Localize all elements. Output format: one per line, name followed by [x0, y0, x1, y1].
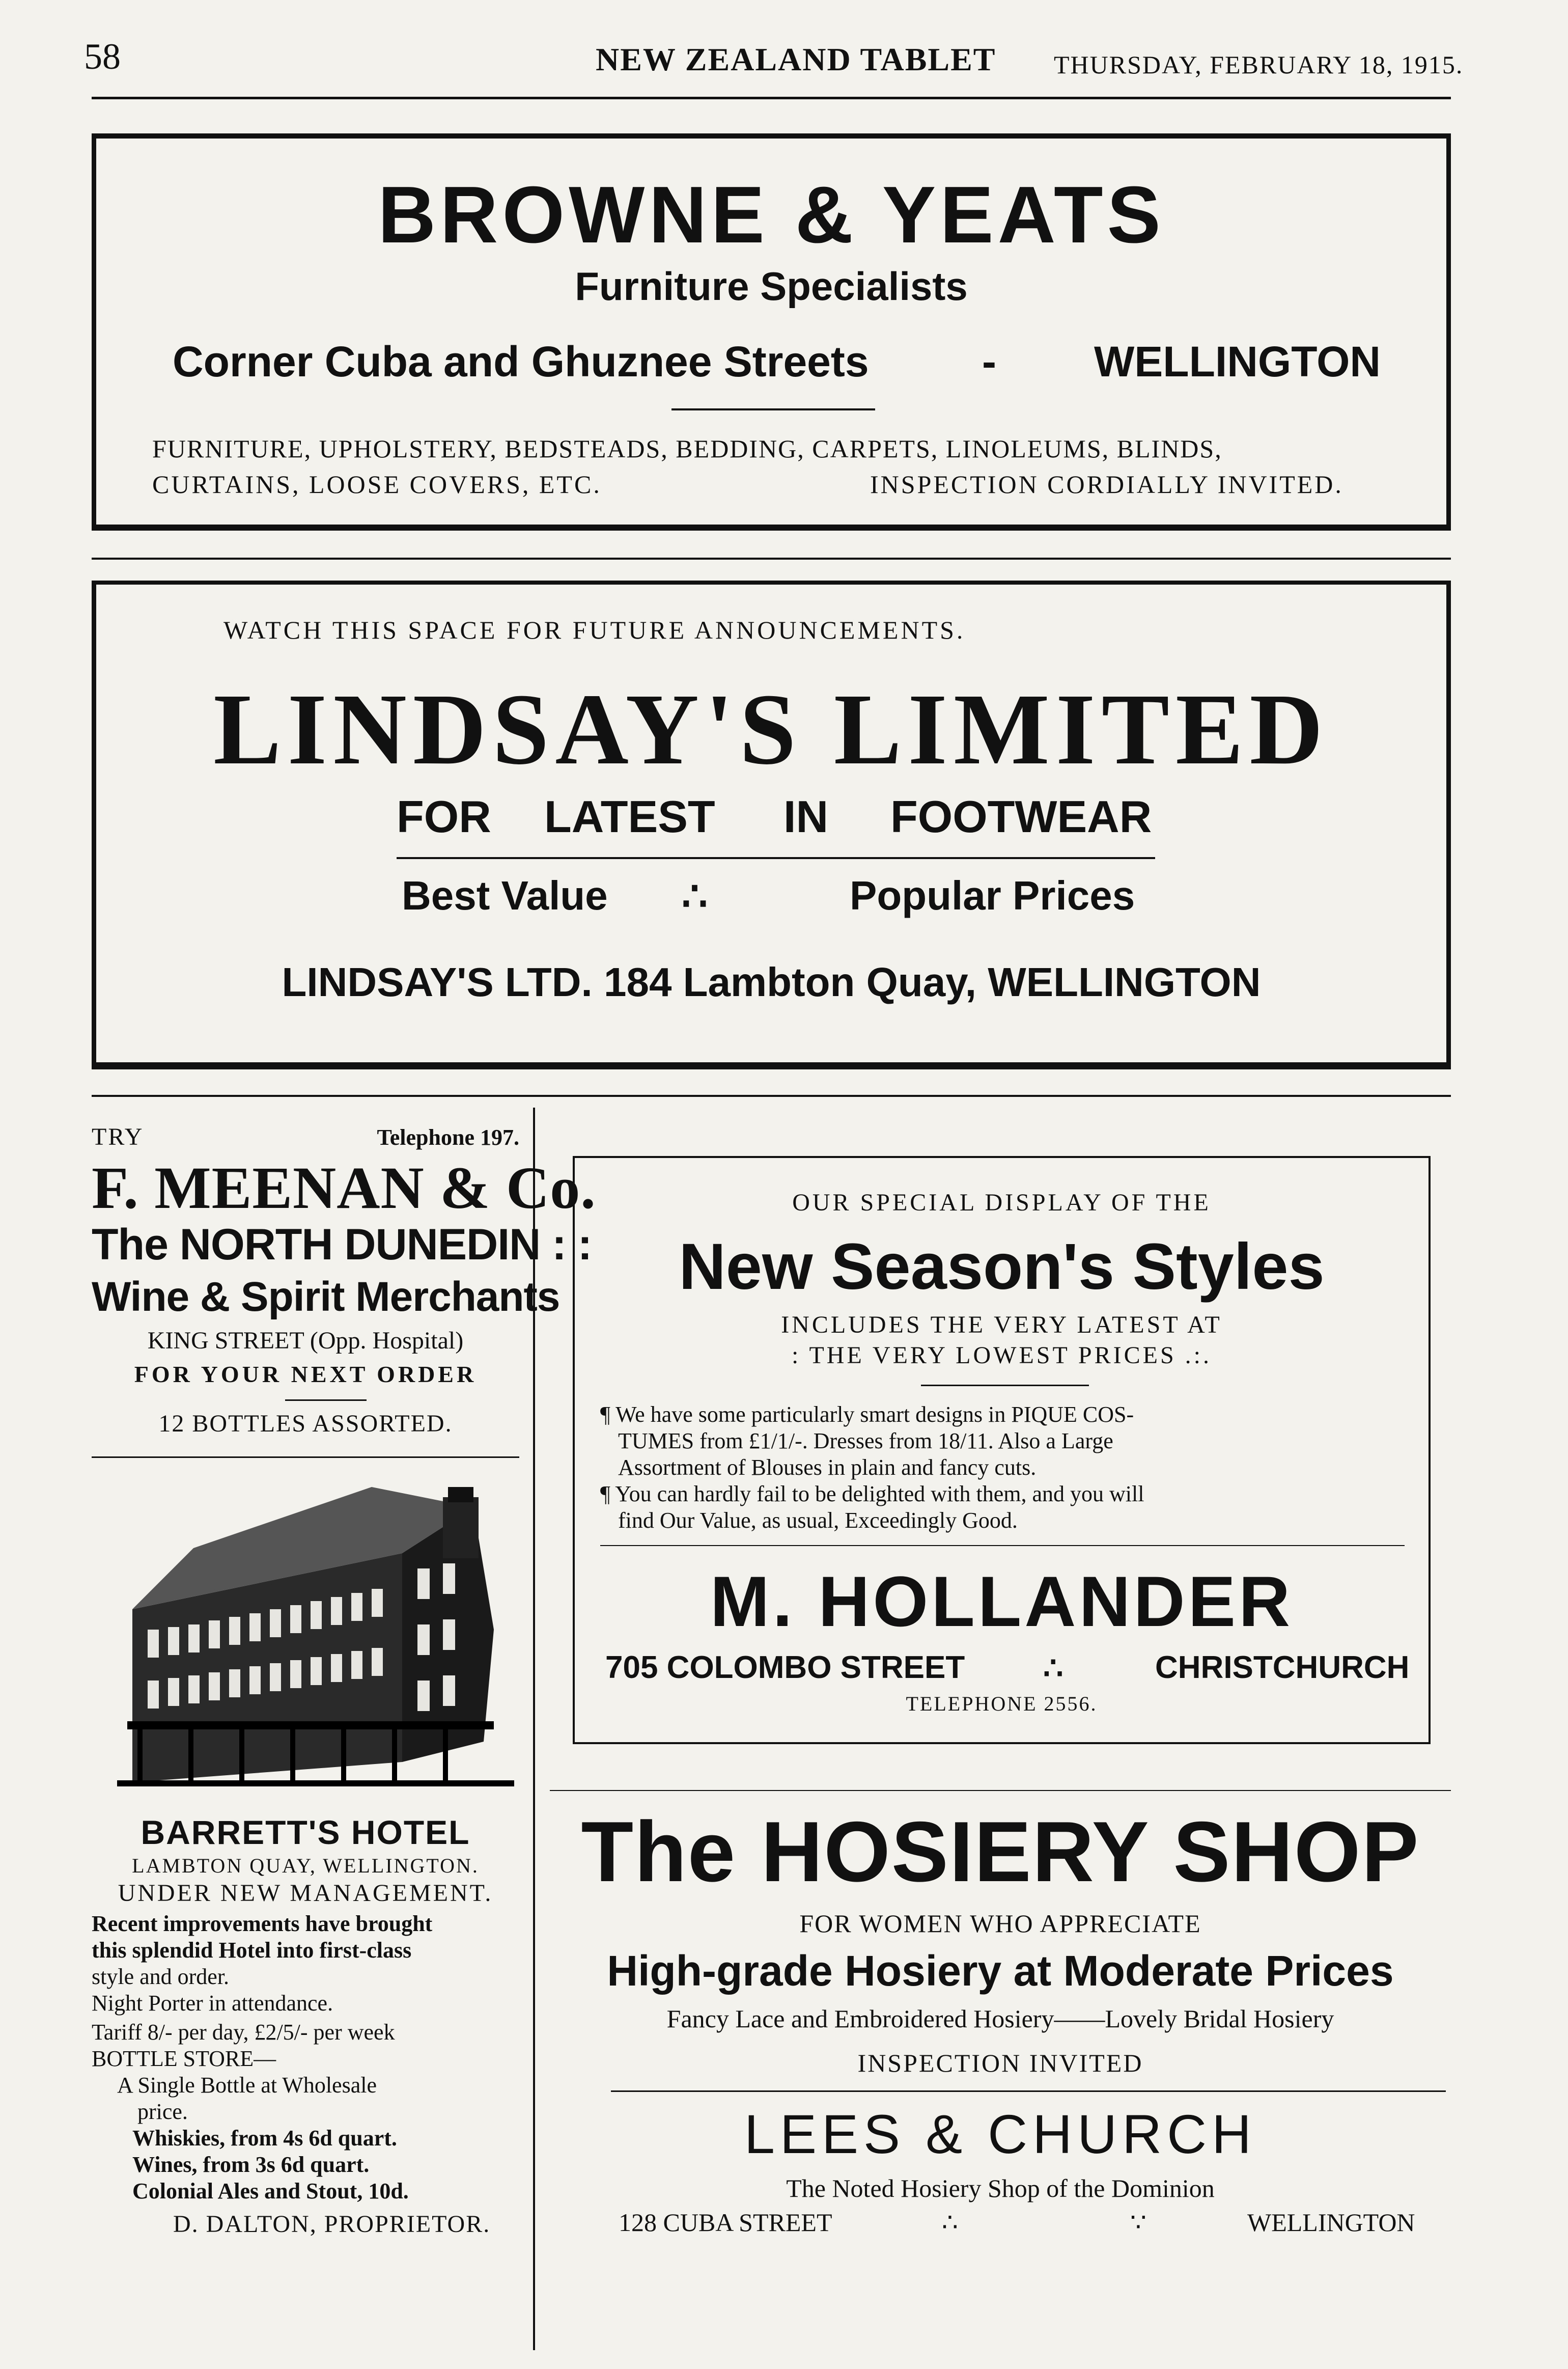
hollander-para1-b: TUMES from £1/1/-. Dresses from 18/11. Also a Large — [618, 1428, 1113, 1453]
hosiery-inspection: INSPECTION INVITED — [857, 2049, 1143, 2077]
lees-church-noted: The Noted Hosiery Shop of the Dominion — [786, 2174, 1215, 2202]
meenan-bottom-rule — [92, 1456, 519, 1458]
barretts-body-2: style and order. — [92, 1964, 230, 1989]
hosiery-for-women: FOR WOMEN WHO APPRECIATE — [799, 1909, 1201, 1938]
meenan-address: KING STREET (Opp. Hospital) — [147, 1327, 464, 1354]
barretts-body-0: Recent improvements have brought — [92, 1911, 433, 1936]
hollander-therefore: ∴ — [1043, 1651, 1063, 1686]
barretts-management: UNDER NEW MANAGEMENT. — [118, 1880, 493, 1907]
browne-yeats-dash: - — [982, 338, 996, 385]
lees-church-name: LEES & CHURCH — [744, 2103, 1257, 2165]
barretts-body-6: A Single Bottle at Wholesale — [117, 2073, 377, 2098]
browne-yeats-items-1: FURNITURE, UPHOLSTERY, BEDSTEADS, BEDDING, CARPETS, LINOLEUMS, BLINDS, — [152, 434, 1222, 463]
hollander-para2-a: ¶ You can hardly fail to be delighted with them, and you will — [600, 1481, 1144, 1506]
lindsay-best-value: Best Value — [402, 873, 608, 918]
lees-church-mark2: ∵ — [1130, 2208, 1146, 2237]
meenan-bottles: 12 BOTTLES ASSORTED. — [158, 1410, 453, 1437]
browne-yeats-tagline: Furniture Specialists — [575, 264, 968, 309]
lindsay-address: LINDSAY'S LTD. 184 Lambton Quay, WELLINGTON — [282, 959, 1261, 1005]
barretts-proprietor: D. DALTON, PROPRIETOR. — [173, 2211, 491, 2238]
browne-yeats-address: Corner Cuba and Ghuznee Streets — [173, 338, 869, 385]
hollander-lowest: : THE VERY LOWEST PRICES .:. — [792, 1342, 1212, 1369]
lindsay-popular: Popular Prices — [850, 873, 1135, 918]
lees-church-street: 128 CUBA STREET — [619, 2208, 832, 2237]
header-rule — [92, 97, 1451, 99]
browne-yeats-city: WELLINGTON — [1094, 338, 1381, 385]
meenan-top-row — [92, 1123, 519, 1151]
meenan-name: F. MEENAN & Co. — [92, 1154, 596, 1221]
hosiery-name: The HOSIERY SHOP — [581, 1804, 1420, 1899]
browne-yeats-invite: INSPECTION CORDIALLY INVITED. — [870, 470, 1343, 499]
hosiery-mid-rule — [611, 2090, 1446, 2092]
meenan-line1: The NORTH DUNEDIN : : — [92, 1220, 592, 1269]
hollander-dash-rule — [600, 1545, 1405, 1546]
barretts-body-4: Tariff 8/- per day, £2/5/- per week — [92, 2020, 395, 2045]
meenan-small-rule — [285, 1399, 367, 1401]
lindsay-watch: WATCH THIS SPACE FOR FUTURE ANNOUNCEMENTS. — [223, 616, 966, 644]
meenan-line2: Wine & Spirit Merchants — [92, 1274, 560, 1320]
hosiery-top-rule — [550, 1790, 1451, 1791]
hotel-illustration — [117, 1477, 514, 1793]
browne-yeats-divider — [671, 408, 875, 410]
lindsay-footwear: FOOTWEAR — [890, 791, 1152, 842]
lindsay-divider — [397, 857, 1155, 859]
page-number: 58 — [84, 36, 121, 77]
columns-top-rule — [92, 1095, 1451, 1097]
meenan-try: TRY — [92, 1123, 144, 1150]
hosiery-highgrade: High-grade Hosiery at Moderate Prices — [607, 1947, 1394, 1995]
hollander-includes: INCLUDES THE VERY LATEST AT — [781, 1311, 1222, 1338]
newspaper-title: NEW ZEALAND TABLET — [596, 41, 996, 77]
barretts-body-7: price. — [137, 2099, 188, 2124]
lindsay-in: IN — [783, 791, 828, 842]
meenan-telephone: Telephone 197. — [377, 1125, 519, 1150]
lees-church-city: WELLINGTON — [1247, 2208, 1415, 2237]
hollander-street: 705 COLOMBO STREET — [605, 1650, 965, 1685]
lindsay-name: LINDSAY'S LIMITED — [213, 673, 1329, 786]
hollander-telephone: TELEPHONE 2556. — [906, 1692, 1098, 1715]
browne-yeats-ad — [92, 133, 1451, 531]
hollander-para2-b: find Our Value, as usual, Exceedingly Good. — [618, 1508, 1018, 1533]
hollander-city: CHRISTCHURCH — [1155, 1650, 1410, 1685]
barretts-address: LAMBTON QUAY, WELLINGTON. — [132, 1854, 479, 1877]
browne-yeats-items-2: CURTAINS, LOOSE COVERS, ETC. — [152, 470, 602, 499]
barretts-body-1: this splendid Hotel into first-class — [92, 1938, 412, 1963]
lindsays-ad — [92, 581, 1451, 1069]
lindsay-top-rule — [92, 558, 1451, 560]
hollander-divider — [921, 1385, 1089, 1386]
barretts-body-5: BOTTLE STORE— — [92, 2046, 276, 2071]
barretts-name: BARRETT'S HOTEL — [141, 1813, 470, 1851]
hollander-para1-a: ¶ We have some particularly smart designs in PIQUE COS- — [600, 1402, 1134, 1427]
browne-yeats-name: BROWNE & YEATS — [378, 170, 1165, 260]
barretts-body-10: Colonial Ales and Stout, 10d. — [132, 2179, 409, 2203]
hollander-ad — [573, 1156, 1431, 1744]
lindsay-latest: LATEST — [544, 791, 715, 842]
hosiery-fancy: Fancy Lace and Embroidered Hosiery——Lovely Bridal Hosiery — [666, 2004, 1334, 2033]
lees-church-mark1: ∴ — [942, 2208, 958, 2237]
hollander-display: OUR SPECIAL DISPLAY OF THE — [792, 1189, 1211, 1216]
hollander-para1-c: Assortment of Blouses in plain and fancy cuts. — [618, 1455, 1037, 1480]
barretts-body-8: Whiskies, from 4s 6d quart. — [132, 2126, 397, 2151]
lindsay-for: FOR — [397, 791, 491, 842]
barretts-body-9: Wines, from 3s 6d quart. — [132, 2152, 370, 2177]
barretts-body-3: Night Porter in attendance. — [92, 1991, 333, 2016]
issue-date: THURSDAY, FEBRUARY 18, 1915. — [1054, 50, 1464, 79]
meenan-next-order: FOR YOUR NEXT ORDER — [134, 1361, 477, 1387]
hollander-styles: New Season's Styles — [679, 1230, 1325, 1303]
hollander-name: M. HOLLANDER — [710, 1561, 1294, 1641]
lindsay-therefore: ∴ — [682, 873, 708, 919]
